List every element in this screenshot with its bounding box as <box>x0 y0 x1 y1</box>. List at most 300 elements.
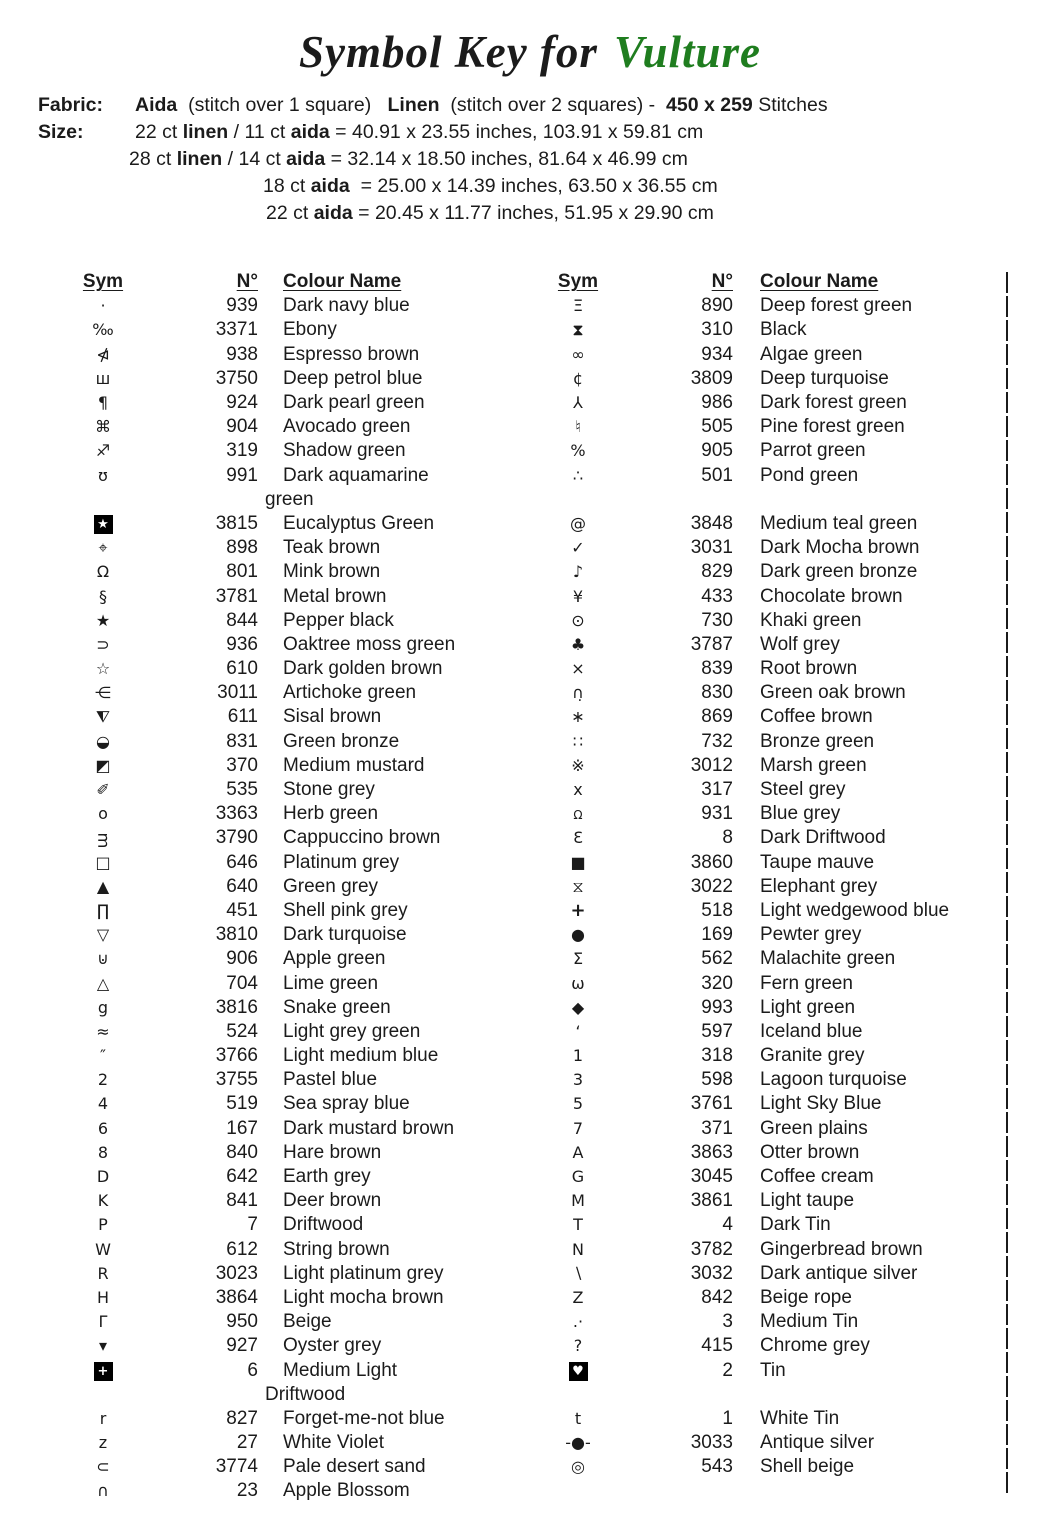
sym-cell <box>80 1070 126 1090</box>
colour-name-cell: Shadow green <box>283 440 406 462</box>
text-segment: = 40.91 x 23.55 inches, 103.91 x 59.81 cm <box>329 121 704 143</box>
table-row <box>80 536 1010 560</box>
colour-name-cell: Hare brown <box>283 1141 382 1163</box>
stitch-symbol: ◆ <box>571 997 585 1017</box>
stitch-symbol: ※ <box>571 755 585 775</box>
number-cell: 646 <box>226 851 258 873</box>
page <box>0 26 1060 1526</box>
sym-cell <box>555 1046 601 1066</box>
number-cell: 27 <box>236 1432 258 1454</box>
number-cell: 841 <box>226 1190 258 1212</box>
number-cell: 3 <box>722 1311 733 1333</box>
sym-cell <box>555 1022 601 1042</box>
stitch-symbol: z <box>98 1433 108 1453</box>
fabric-text <box>135 92 828 119</box>
number-cell: 3863 <box>690 1141 733 1163</box>
stitch-symbol: 1 <box>572 1046 584 1066</box>
table-row <box>80 826 1010 850</box>
sym-cell <box>80 1336 126 1356</box>
colour-name-cell: Taupe mauve <box>760 851 875 873</box>
stitch-symbol: ▽ <box>96 925 110 945</box>
table-row <box>80 971 1010 995</box>
stitch-symbol: ≈ <box>96 1021 110 1041</box>
sym-cell <box>555 998 601 1018</box>
colour-name-cell: Dark mustard brown <box>283 1117 455 1139</box>
table-row <box>80 1213 1010 1237</box>
colour-name-cell: Dark antique silver <box>760 1262 918 1284</box>
colour-name-cell: Oyster grey <box>283 1335 382 1357</box>
sym-cell <box>555 1409 601 1429</box>
sym-cell <box>80 441 126 461</box>
colour-name-cell: Dark turquoise <box>283 924 407 946</box>
colour-name-cell: Avocado green <box>283 416 411 438</box>
sym-cell <box>80 853 126 873</box>
table-row <box>80 294 1010 318</box>
stitch-symbol: ■ <box>570 852 586 872</box>
colour-name-cell: Sea spray blue <box>283 1093 410 1115</box>
number-cell: 320 <box>701 972 733 994</box>
number-cell: 831 <box>226 730 258 752</box>
table-row <box>80 681 1010 705</box>
colour-name-cell: Dark golden brown <box>283 658 443 680</box>
stitch-symbol: % <box>570 441 586 461</box>
colour-name-cell: Beige <box>283 1311 332 1333</box>
stitch-symbol: ♐ <box>95 441 111 461</box>
colour-name-cell: Tin <box>760 1359 786 1381</box>
stitch-symbol: ¶ <box>97 393 109 413</box>
number-cell: 370 <box>226 754 258 776</box>
stitch-symbol: ‘ <box>575 1021 581 1041</box>
sym-cell <box>555 732 601 752</box>
colour-name-cell: Green bronze <box>283 730 400 752</box>
number-cell: 986 <box>701 392 733 414</box>
colour-name-cell: Deer brown <box>283 1190 382 1212</box>
text-segment: = 20.45 x 11.77 inches, 51.95 x 29.90 cm <box>352 202 714 224</box>
number-cell: 906 <box>226 948 258 970</box>
colour-name-cell: Chocolate brown <box>760 585 903 607</box>
sym-cell <box>80 1022 126 1042</box>
number-cell: 543 <box>701 1456 733 1478</box>
number-cell: 310 <box>701 319 733 341</box>
stitch-symbol: ⧖ <box>572 876 584 896</box>
colour-name-cell: Earth grey <box>283 1166 371 1188</box>
colour-name-cell: Light taupe <box>760 1190 855 1212</box>
stitch-symbol: ⊂ <box>96 1457 110 1477</box>
sym-cell <box>80 707 126 727</box>
colour-name-cell: Stone grey <box>283 779 375 801</box>
colour-name-cell: Medium Tin <box>760 1311 859 1333</box>
sym-cell <box>555 901 601 921</box>
sym-cell <box>80 804 126 824</box>
colour-name-cell: Platinum grey <box>283 851 400 873</box>
number-cell: 3750 <box>215 367 258 389</box>
sym-cell <box>80 877 126 897</box>
stitch-symbol: G <box>571 1167 585 1187</box>
table-row <box>80 1092 1010 1116</box>
header-sym-left: Sym <box>82 271 124 293</box>
stitch-symbol: o <box>98 804 108 824</box>
table-row <box>80 343 1010 367</box>
colour-name-cell: Algae green <box>760 343 863 365</box>
table-row <box>80 1383 1010 1407</box>
header-num-left: N° <box>236 271 258 293</box>
table-row <box>80 318 1010 342</box>
sym-cell <box>555 780 601 800</box>
stitch-symbol: 2 <box>97 1070 109 1090</box>
stitch-symbol: Σ <box>572 949 584 969</box>
colour-name-cell: Medium teal green <box>760 512 918 534</box>
number-cell: 840 <box>226 1141 258 1163</box>
table-row <box>80 1286 1010 1310</box>
colour-name-cell: Medium Light <box>283 1359 398 1381</box>
sym-cell <box>80 1457 126 1477</box>
colour-name-cell: String brown <box>283 1238 390 1260</box>
sym-cell <box>80 1094 126 1114</box>
colour-name-cell: Apple green <box>283 948 386 970</box>
colour-name-cell: Eucalyptus Green <box>283 512 435 534</box>
colour-name-cell: Root brown <box>760 658 858 680</box>
stitch-symbol: ● <box>571 925 585 945</box>
colour-name-cell: Dark Driftwood <box>760 827 886 849</box>
stitch-symbol: A <box>572 1142 584 1162</box>
colour-name-cell: White Violet <box>283 1432 385 1454</box>
stitch-symbol: ⊃ <box>96 634 110 654</box>
sym-cell <box>555 1312 601 1332</box>
number-cell: 3031 <box>690 537 733 559</box>
number-cell: 993 <box>701 996 733 1018</box>
table-row <box>80 512 1010 536</box>
stitch-symbol: ⋲ <box>95 683 111 703</box>
number-cell: 371 <box>701 1117 733 1139</box>
sym-cell <box>555 1361 601 1381</box>
number-cell: 169 <box>701 924 733 946</box>
colour-name-cell: Parrot green <box>760 440 866 462</box>
number-cell: 991 <box>226 464 258 486</box>
table-row <box>80 609 1010 633</box>
stitch-symbol: Ω <box>573 807 583 822</box>
colour-name-cell: Forget-me-not blue <box>283 1407 445 1429</box>
page-title-black: Symbol Key for <box>298 27 598 77</box>
colour-name-cell: Driftwood <box>265 1383 346 1405</box>
text-segment: linen <box>176 148 223 170</box>
number-cell: 3363 <box>215 803 258 825</box>
stitch-symbol: W <box>95 1239 111 1259</box>
stitch-symbol: § <box>99 586 107 606</box>
colour-name-cell: Ebony <box>283 319 337 341</box>
number-cell: 890 <box>701 295 733 317</box>
sym-cell <box>80 1361 126 1381</box>
colour-name-cell: Light Sky Blue <box>760 1093 882 1115</box>
stitch-symbol: R <box>97 1263 109 1283</box>
sym-cell <box>555 804 601 825</box>
sym-cell <box>80 1119 126 1139</box>
number-cell: 3371 <box>215 319 258 341</box>
text-segment: aida <box>313 202 353 224</box>
table-row <box>80 875 1010 899</box>
header-num-right: N° <box>711 271 733 293</box>
text-segment: Aida <box>135 94 178 116</box>
stitch-symbol: ★ <box>94 515 113 534</box>
number-cell: 3860 <box>690 851 733 873</box>
table-row <box>80 1044 1010 1068</box>
colour-name-cell: Light medium blue <box>283 1045 439 1067</box>
stitch-symbol: Ɛ <box>573 828 583 848</box>
table-row <box>80 1407 1010 1431</box>
stitch-symbol: ⧨ <box>95 707 111 727</box>
colour-name-cell: Iceland blue <box>760 1020 863 1042</box>
sym-cell <box>80 780 126 800</box>
colour-name-cell: Dark aquamarine <box>283 464 429 486</box>
number-cell: 3755 <box>215 1069 258 1091</box>
fabric-label: Fabric: <box>38 94 104 116</box>
number-cell: 8 <box>722 827 733 849</box>
info-block <box>38 92 1060 227</box>
number-cell: 23 <box>236 1480 258 1502</box>
colour-name-cell: Pale desert sand <box>283 1456 426 1478</box>
column-divider-line <box>1006 272 1008 1496</box>
stitch-symbol: P <box>98 1215 108 1235</box>
number-cell: 317 <box>701 779 733 801</box>
sym-cell <box>555 1336 601 1356</box>
sym-cell <box>80 949 126 969</box>
sym-cell <box>555 562 601 582</box>
stitch-symbol: N <box>572 1239 584 1259</box>
colour-name-cell: Dark navy blue <box>283 295 410 317</box>
number-cell: 642 <box>226 1166 258 1188</box>
sym-cell <box>80 1288 126 1308</box>
stitch-symbol: 6 <box>97 1118 109 1138</box>
number-cell: 610 <box>226 658 258 680</box>
number-cell: 3809 <box>690 367 733 389</box>
stitch-symbol: △ <box>96 973 110 993</box>
size-lines <box>129 119 718 227</box>
stitch-symbol: Γ <box>98 1312 108 1332</box>
sym-cell <box>555 587 601 607</box>
colour-name-cell: Antique silver <box>760 1432 875 1454</box>
number-cell: 801 <box>226 561 258 583</box>
colour-name-cell: Granite grey <box>760 1045 865 1067</box>
number-cell: 830 <box>701 682 733 704</box>
sym-cell <box>555 1191 601 1211</box>
number-cell: 3810 <box>215 924 258 946</box>
size-line <box>129 146 718 173</box>
stitch-symbol: ♪ <box>572 562 584 582</box>
sym-cell <box>80 345 126 365</box>
text-segment: linen <box>182 121 229 143</box>
sym-cell <box>80 635 126 655</box>
number-cell: 927 <box>226 1335 258 1357</box>
sym-cell <box>80 1215 126 1235</box>
number-cell: 7 <box>247 1214 258 1236</box>
text-segment: Stitches <box>752 94 828 116</box>
number-cell: 562 <box>701 948 733 970</box>
sym-cell <box>80 538 126 558</box>
sym-cell <box>555 466 601 486</box>
sym-cell <box>80 683 126 703</box>
sym-cell <box>555 1094 601 1114</box>
page-title-pattern-name: Vulture <box>613 27 762 77</box>
stitch-symbol: 7 <box>572 1118 584 1138</box>
number-cell: 3848 <box>690 512 733 534</box>
number-cell: 904 <box>226 416 258 438</box>
stitch-symbol: + <box>94 1362 113 1381</box>
sym-cell <box>80 925 126 945</box>
sym-cell <box>555 756 601 776</box>
stitch-symbol: + <box>570 899 586 921</box>
size-block <box>38 119 1060 227</box>
number-cell: 936 <box>226 633 258 655</box>
table-row <box>80 391 1010 415</box>
sym-cell <box>555 1167 601 1187</box>
stitch-symbol: ✐ <box>96 780 110 800</box>
sym-cell <box>555 1119 601 1139</box>
size-label: Size: <box>38 121 84 143</box>
sym-cell <box>80 611 126 631</box>
number-cell: 898 <box>226 537 258 559</box>
colour-name-cell: Mink brown <box>283 561 381 583</box>
sym-cell <box>80 732 126 752</box>
stitch-symbol: r <box>99 1408 107 1428</box>
colour-name-cell: Dark pearl green <box>283 392 425 414</box>
colour-name-cell: Lime green <box>283 972 379 994</box>
table-row <box>80 1238 1010 1262</box>
text-segment: / 14 ct <box>222 148 287 170</box>
colour-name-cell: Light mocha brown <box>283 1286 444 1308</box>
text-segment: 22 ct <box>266 202 314 224</box>
colour-name-cell: Steel grey <box>760 779 846 801</box>
sym-cell <box>80 320 126 340</box>
number-cell: 829 <box>701 561 733 583</box>
table-row <box>80 1068 1010 1092</box>
stitch-symbol: ♮ <box>575 417 581 437</box>
number-cell: 938 <box>226 343 258 365</box>
number-cell: 842 <box>701 1286 733 1308</box>
colour-name-cell: Pewter grey <box>760 924 862 946</box>
colour-name-cell: Deep turquoise <box>760 367 889 389</box>
number-cell: 905 <box>701 440 733 462</box>
number-cell: 869 <box>701 706 733 728</box>
stitch-symbol: ◩ <box>95 755 111 775</box>
colour-name-cell: Blue grey <box>760 803 841 825</box>
stitch-symbol: × <box>571 659 585 679</box>
sym-cell <box>555 659 601 679</box>
sym-cell <box>555 514 601 534</box>
stitch-symbol: ♣ <box>570 634 586 654</box>
stitch-symbol: ω <box>571 973 585 993</box>
number-cell: 598 <box>701 1069 733 1091</box>
sym-cell <box>80 901 126 921</box>
number-cell: 924 <box>226 392 258 414</box>
number-cell: 3787 <box>690 633 733 655</box>
table-row <box>80 778 1010 802</box>
number-cell: 2 <box>722 1359 733 1381</box>
colour-name-cell: Pepper black <box>283 609 394 631</box>
sym-cell <box>555 974 601 994</box>
colour-name-cell: Shell beige <box>760 1456 855 1478</box>
sym-cell <box>555 1240 601 1260</box>
number-cell: 1 <box>722 1407 733 1429</box>
table-row <box>80 851 1010 875</box>
table-row <box>80 730 1010 754</box>
stitch-symbol: ∩̣ <box>572 683 584 703</box>
number-cell: 3045 <box>690 1166 733 1188</box>
table-row <box>80 1189 1010 1213</box>
sym-cell <box>80 1191 126 1211</box>
number-cell: 3781 <box>215 585 258 607</box>
colour-name-cell: Sisal brown <box>283 706 382 728</box>
stitch-symbol: ⌖ <box>98 538 108 558</box>
table-row <box>80 1431 1010 1455</box>
number-cell: 611 <box>227 706 258 728</box>
sym-cell <box>555 877 601 897</box>
table-row <box>80 657 1010 681</box>
stitch-symbol: ⧗ <box>572 320 584 340</box>
stitch-symbol: 8 <box>97 1142 109 1162</box>
colour-name-cell: Fern green <box>760 972 853 994</box>
stitch-symbol: K <box>97 1191 109 1211</box>
text-segment: 18 ct <box>263 175 311 197</box>
colour-name-cell: Light wedgewood blue <box>760 899 950 921</box>
stitch-symbol: ▾ <box>98 1336 108 1356</box>
number-cell: 3861 <box>690 1190 733 1212</box>
stitch-symbol: g <box>97 997 109 1017</box>
colour-name-cell: Shell pink grey <box>283 899 408 921</box>
text-segment: Linen <box>387 94 440 116</box>
sym-cell <box>80 369 126 389</box>
stitch-symbol: ⊙ <box>571 610 585 630</box>
sym-cell <box>555 369 601 389</box>
sym-cell <box>80 828 126 848</box>
stitch-symbol: t <box>574 1408 582 1428</box>
stitch-symbol: ∞ <box>571 344 585 364</box>
table-row <box>80 560 1010 584</box>
sym-cell <box>555 345 601 365</box>
sym-cell <box>80 296 126 316</box>
number-cell: 6 <box>247 1359 258 1381</box>
colour-name-cell: Dark Mocha brown <box>760 537 920 559</box>
sym-cell <box>555 828 601 848</box>
stitch-symbol: ∷ <box>572 731 584 751</box>
stitch-symbol: M <box>571 1191 585 1211</box>
number-cell: 704 <box>226 972 258 994</box>
number-cell: 597 <box>701 1020 733 1042</box>
stitch-symbol: ʊ <box>98 465 108 485</box>
number-cell: 535 <box>226 779 258 801</box>
colour-name-cell: Pine forest green <box>760 416 905 438</box>
stitch-symbol: ☆ <box>95 659 111 679</box>
colour-name-cell: Deep petrol blue <box>283 367 423 389</box>
text-segment: aida <box>310 175 350 197</box>
sym-cell <box>555 296 601 316</box>
stitch-symbol: 3 <box>572 1070 584 1090</box>
table-row <box>80 1262 1010 1286</box>
stitch-symbol: Ω <box>96 562 110 582</box>
stitch-symbol: -●- <box>565 1433 591 1453</box>
sym-cell <box>555 1070 601 1090</box>
number-cell: 3011 <box>217 682 258 704</box>
colour-name-cell: Driftwood <box>283 1214 364 1236</box>
table-row <box>80 488 1010 512</box>
stitch-symbol: ∗ <box>571 707 585 727</box>
colour-name-cell: Apple Blossom <box>283 1480 410 1502</box>
number-cell: 612 <box>226 1238 258 1260</box>
number-cell: 3790 <box>215 827 258 849</box>
page-title <box>0 26 1060 88</box>
colour-name-cell: Dark Tin <box>760 1214 831 1236</box>
text-segment: = 32.14 x 18.50 inches, 81.64 x 46.99 cm <box>325 148 688 170</box>
number-cell: 931 <box>701 803 733 825</box>
stitch-symbol: ¢ <box>572 368 584 388</box>
